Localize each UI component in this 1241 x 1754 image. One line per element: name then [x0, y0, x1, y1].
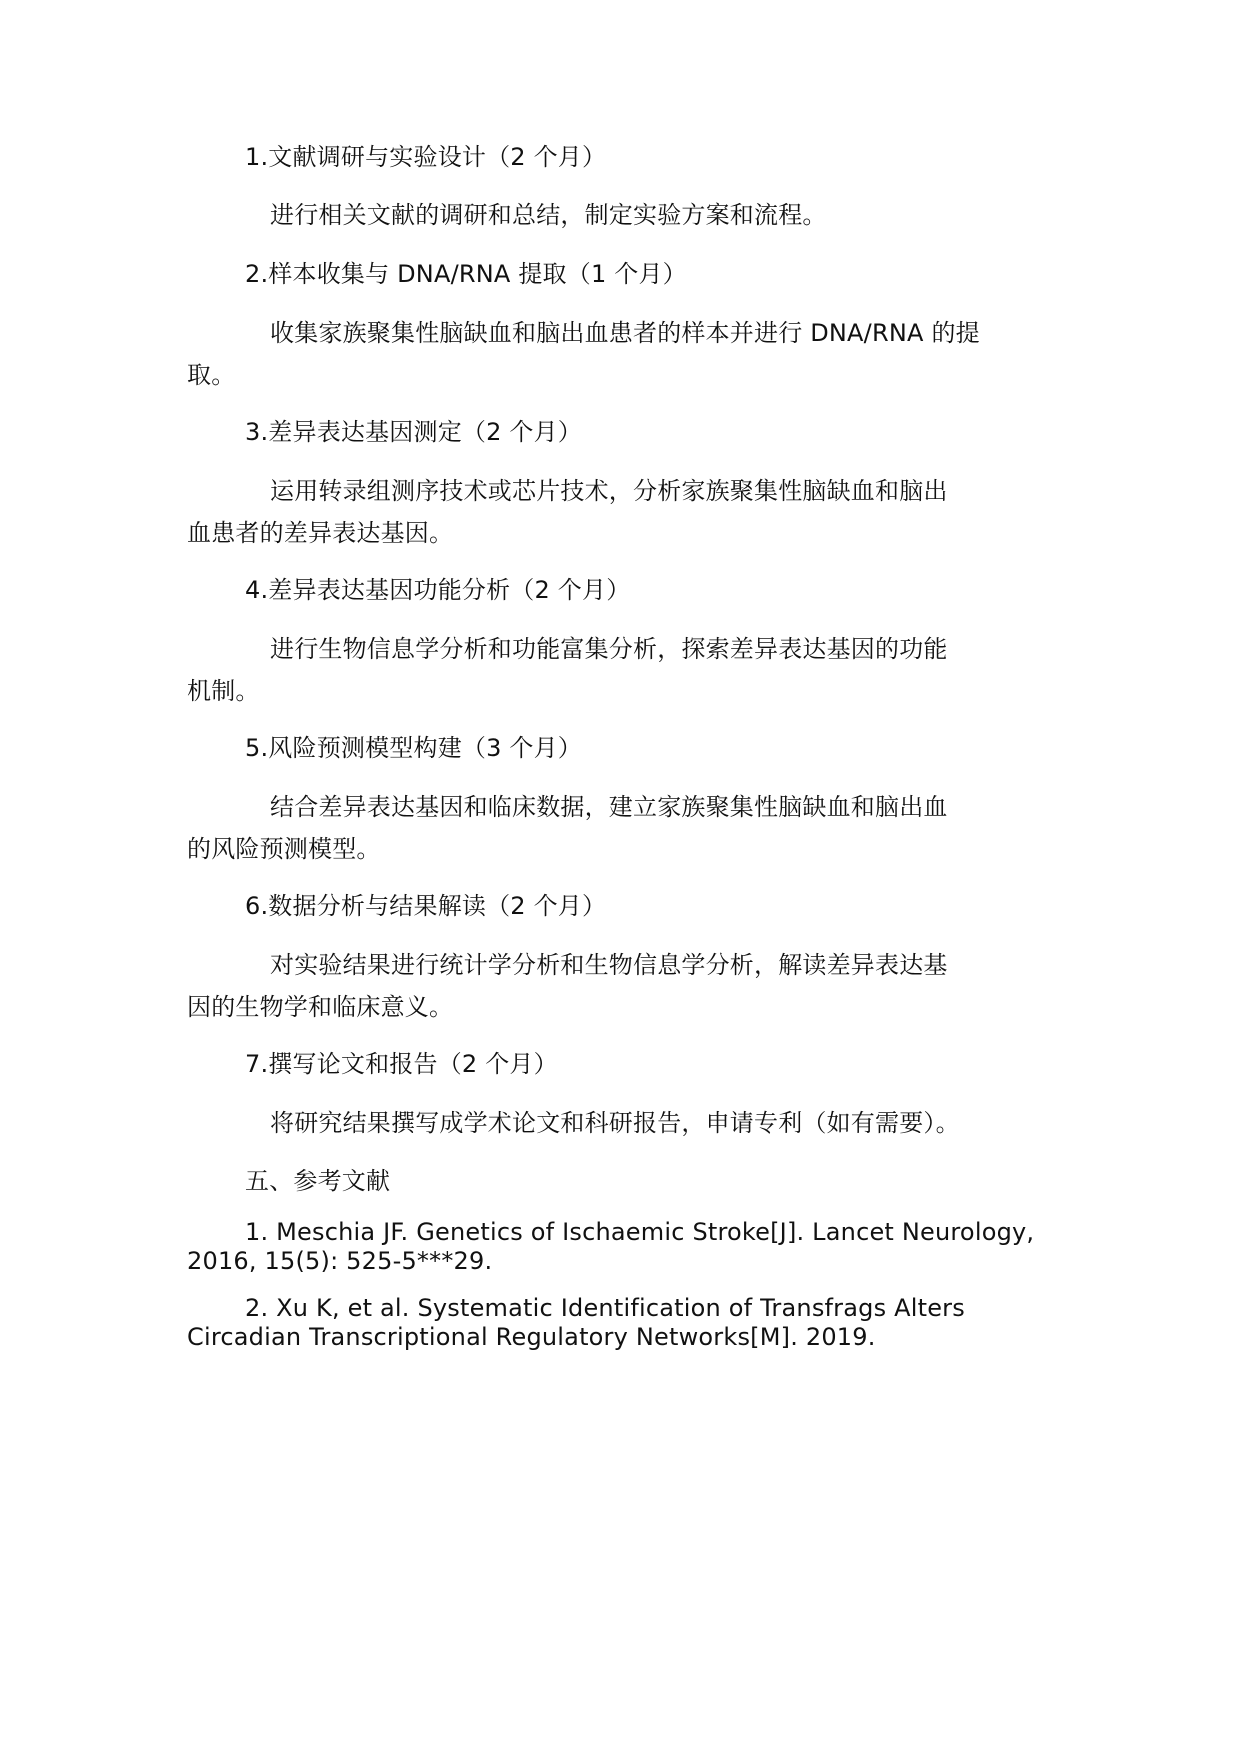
plan-heading-4: 4.差异表达基因功能分析（2 个月）: [245, 576, 631, 604]
plan-body-5-line-1: 结合差异表达基因和临床数据，建立家族聚集性脑缺血和脑出血: [270, 793, 948, 821]
plan-heading-1: 1.文献调研与实验设计（2 个月）: [245, 143, 607, 171]
plan-body-3-line-2: 血患者的差异表达基因。: [187, 519, 454, 547]
plan-body-2-line-1: 收集家族聚集性脑缺血和脑出血患者的样本并进行 DNA/RNA 的提: [270, 319, 980, 347]
plan-body-3-line-1: 运用转录组测序技术或芯片技术，分析家族聚集性脑缺血和脑出: [270, 477, 948, 505]
plan-body-6-line-2: 因的生物学和临床意义。: [187, 993, 454, 1021]
reference-1-line-1: 1. Meschia JF. Genetics of Ischaemic Stroke[J]. Lancet Neurology,: [245, 1218, 1035, 1246]
plan-body-2-line-2: 取。: [187, 361, 236, 389]
reference-2-line-2: Circadian Transcriptional Regulatory Networks[M]. 2019.: [187, 1323, 876, 1351]
plan-heading-3: 3.差异表达基因测定（2 个月）: [245, 418, 582, 446]
plan-body-4-line-2: 机制。: [187, 677, 260, 705]
plan-body-1-line-1: 进行相关文献的调研和总结，制定实验方案和流程。: [270, 201, 827, 229]
plan-body-7-line-1: 将研究结果撰写成学术论文和科研报告，申请专利（如有需要）。: [270, 1109, 960, 1137]
plan-body-5-line-2: 的风险预测模型。: [187, 835, 381, 863]
plan-heading-2: 2.样本收集与 DNA/RNA 提取（1 个月）: [245, 260, 687, 288]
reference-1-line-2: 2016, 15(5): 525-5***29.: [187, 1247, 493, 1275]
reference-2-line-1: 2. Xu K, et al. Systematic Identification of Transfrags Alters: [245, 1294, 965, 1322]
references-heading: 五、参考文献: [245, 1167, 391, 1195]
plan-heading-6: 6.数据分析与结果解读（2 个月）: [245, 892, 607, 920]
plan-heading-7: 7.撰写论文和报告（2 个月）: [245, 1050, 558, 1078]
plan-body-6-line-1: 对实验结果进行统计学分析和生物信息学分析，解读差异表达基: [270, 951, 948, 979]
plan-body-4-line-1: 进行生物信息学分析和功能富集分析，探索差异表达基因的功能: [270, 635, 948, 663]
plan-heading-5: 5.风险预测模型构建（3 个月）: [245, 734, 582, 762]
